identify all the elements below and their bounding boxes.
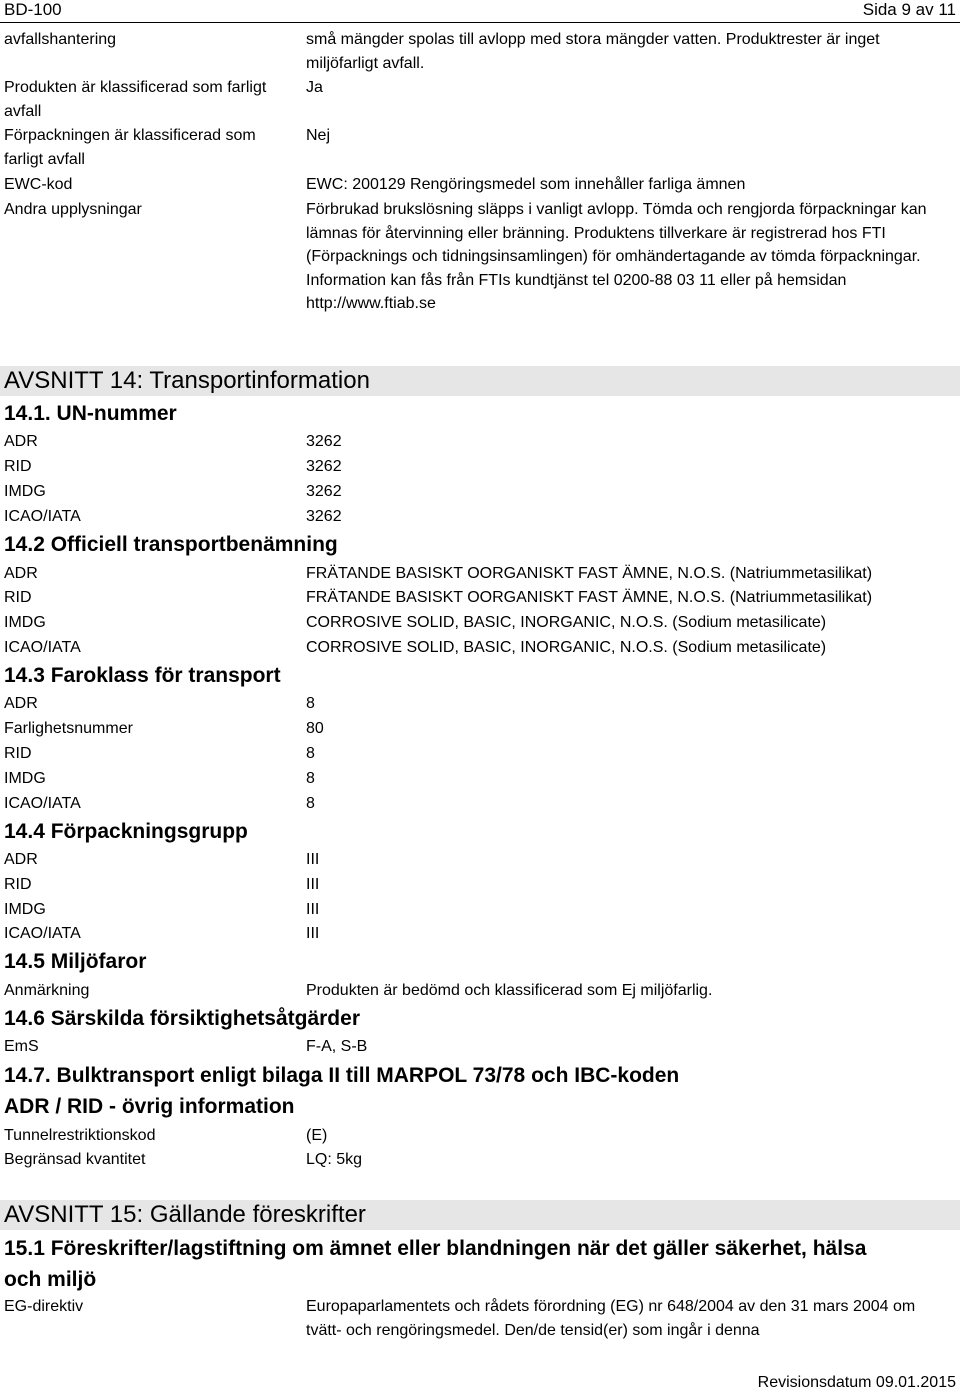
product-hazardous-value: Ja bbox=[306, 79, 323, 96]
product-hazardous-label: Produkten är klassificerad som farligt avfall bbox=[4, 79, 267, 120]
bulk-transport-heading: 14.7. Bulktransport enligt bilaga II till MARPOL 73/78 och IBC-koden bbox=[4, 1064, 680, 1087]
page-number: Sida 9 av 11 bbox=[862, 0, 956, 19]
ewc-value: EWC: 200129 Rengöringsmedel som innehåller farliga ämnen bbox=[306, 176, 746, 193]
ewc-label: EWC-kod bbox=[4, 176, 73, 193]
un-number-heading: 14.1. UN-nummer bbox=[4, 402, 177, 425]
other-info-value: Förbrukad brukslösning släpps i vanligt avlopp. Tömda och rengjorda förpackningar kan lämnas för återvinning eller bränning. Produktens tillverkare är registrerad hos FTI (Förpacknings och tidningsinsamlingen) för omhändertagande av tömda förpackningar. Information kan fås från FTIs kundtjänst tel 0200-88 03 11 eller på hemsidan http://www.ftiab.se bbox=[306, 201, 927, 312]
other-info-label: Andra upplysningar bbox=[4, 201, 142, 218]
eg-directive-label: EG-direktiv bbox=[4, 1298, 84, 1315]
section14-heading: AVSNITT 14: Transportinformation bbox=[0, 366, 960, 396]
environment-heading: 14.5 Miljöfaror bbox=[4, 950, 147, 973]
precautions-heading: 14.6 Särskilda försiktighetsåtgärder bbox=[4, 1007, 360, 1030]
section15-heading: AVSNITT 15: Gällande föreskrifter bbox=[0, 1200, 960, 1230]
waste-value: små mängder spolas till avlopp med stora mängder vatten. Produktrester är inget miljöfarligt avfall. bbox=[306, 31, 880, 72]
document-code: BD-100 bbox=[4, 0, 62, 19]
adr-rid-heading: ADR / RID - övrig information bbox=[4, 1095, 295, 1118]
packaging-hazardous-value: Nej bbox=[306, 127, 331, 144]
packing-group-heading: 14.4 Förpackningsgrupp bbox=[4, 820, 248, 843]
regulations-heading: 15.1 Föreskrifter/lagstiftning om ämnet eller blandningen när det gäller säkerhet, hälsa och miljö bbox=[4, 1237, 867, 1291]
hazard-class-heading: 14.3 Faroklass för transport bbox=[4, 664, 281, 687]
revision-date: Revisionsdatum 09.01.2015 bbox=[757, 1374, 956, 1391]
eg-directive-value: Europaparlamentets och rådets förordning (EG) nr 648/2004 av den 31 mars 2004 om tvätt- och rengöringsmedel. Den/de tensid(er) som ingår i denna bbox=[306, 1298, 916, 1339]
packaging-hazardous-label: Förpackningen är klassificerad som farligt avfall bbox=[4, 127, 256, 168]
waste-label: avfallshantering bbox=[4, 31, 117, 48]
page-header bbox=[0, 0, 960, 23]
shipping-name-heading: 14.2 Officiell transportbenämning bbox=[4, 533, 338, 556]
